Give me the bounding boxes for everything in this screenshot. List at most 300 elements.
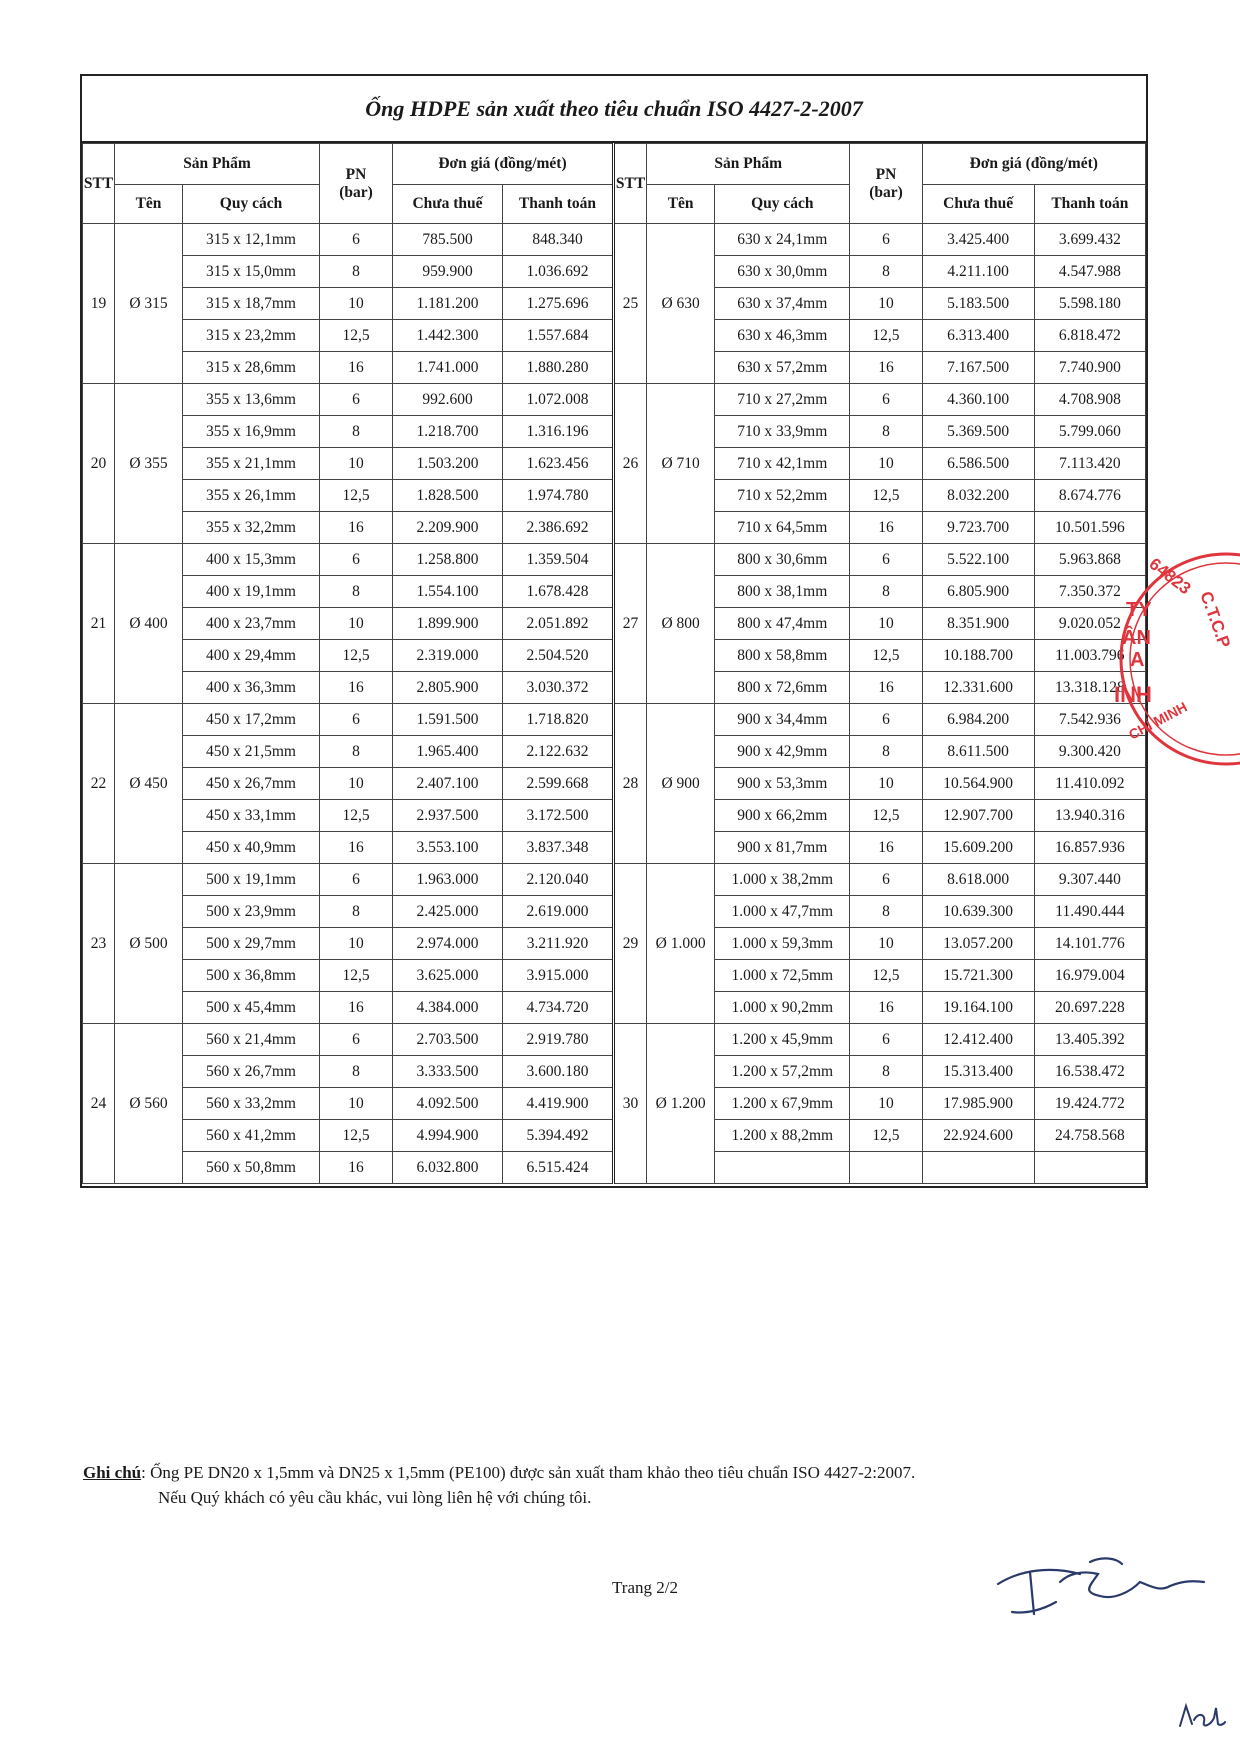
cell-thanh-toan: 10.501.596 — [1034, 512, 1145, 544]
header-don-gia: Đơn giá (đồng/mét) — [922, 144, 1145, 185]
cell-quy-cach: 900 x 81,7mm — [715, 832, 850, 864]
cell-pn: 12,5 — [850, 640, 922, 672]
table-row — [83, 864, 613, 896]
cell-chua-thue: 17.985.900 — [922, 1088, 1034, 1120]
cell-pn: 10 — [320, 448, 393, 480]
cell-thanh-toan: 5.799.060 — [1034, 416, 1145, 448]
header-thanh-toan: Thanh toán — [1034, 185, 1145, 224]
cell-chua-thue: 5.522.100 — [922, 544, 1034, 576]
cell-quy-cach: 560 x 26,7mm — [183, 1056, 320, 1088]
cell-chua-thue: 10.639.300 — [922, 896, 1034, 928]
note-colon: : — [141, 1463, 151, 1482]
svg-text:INH: INH — [1114, 682, 1152, 707]
cell-quy-cach: 1.200 x 45,9mm — [715, 1024, 850, 1056]
note-line-2: Nếu Quý khách có yêu cầu khác, vui lòng liên hệ với chúng tôi. — [158, 1488, 592, 1507]
cell-thanh-toan: 9.307.440 — [1034, 864, 1145, 896]
cell-chua-thue: 8.611.500 — [922, 736, 1034, 768]
table-row — [83, 1024, 613, 1056]
cell-quy-cach: 900 x 53,3mm — [715, 768, 850, 800]
header-stt: STT — [83, 144, 115, 224]
cell-quy-cach: 500 x 29,7mm — [183, 928, 320, 960]
cell-quy-cach: 355 x 26,1mm — [183, 480, 320, 512]
cell-ten: Ø 355 — [115, 384, 183, 544]
cell-pn: 10 — [320, 768, 393, 800]
cell-chua-thue: 8.618.000 — [922, 864, 1034, 896]
header-pn — [850, 144, 922, 224]
cell-chua-thue: 4.092.500 — [393, 1088, 503, 1120]
cell-pn: 12,5 — [320, 640, 393, 672]
cell-pn: 12,5 — [850, 800, 922, 832]
cell-pn: 16 — [320, 1152, 393, 1184]
header-pn-unit: (bar) — [339, 183, 373, 201]
cell-quy-cach: 1.000 x 38,2mm — [715, 864, 850, 896]
cell-quy-cach: 500 x 45,4mm — [183, 992, 320, 1024]
svg-text:64823: 64823 — [1145, 554, 1195, 599]
cell-pn: 10 — [850, 768, 922, 800]
cell-thanh-toan: 7.113.420 — [1034, 448, 1145, 480]
cell-ten: Ø 400 — [115, 544, 183, 704]
cell-pn: 8 — [320, 1056, 393, 1088]
cell-quy-cach: 450 x 26,7mm — [183, 768, 320, 800]
cell-pn: 10 — [850, 448, 922, 480]
cell-quy-cach: 450 x 17,2mm — [183, 704, 320, 736]
cell-ten: Ø 1.000 — [647, 864, 715, 1024]
cell-thanh-toan: 6.515.424 — [503, 1152, 613, 1184]
cell-pn: 8 — [850, 576, 922, 608]
cell-quy-cach: 1.000 x 90,2mm — [715, 992, 850, 1024]
cell-thanh-toan: 1.036.692 — [503, 256, 613, 288]
cell-pn: 12,5 — [850, 320, 922, 352]
cell-chua-thue: 15.721.300 — [922, 960, 1034, 992]
note-block — [83, 1460, 915, 1510]
table-row — [83, 544, 613, 576]
cell-thanh-toan: 11.490.444 — [1034, 896, 1145, 928]
cell-stt: 28 — [614, 704, 647, 864]
cell-chua-thue: 1.554.100 — [393, 576, 503, 608]
cell-quy-cach: 630 x 46,3mm — [715, 320, 850, 352]
cell-thanh-toan: 16.538.472 — [1034, 1056, 1145, 1088]
cell-chua-thue: 1.965.400 — [393, 736, 503, 768]
cell-quy-cach: 355 x 32,2mm — [183, 512, 320, 544]
header-pn-unit: (bar) — [869, 183, 903, 201]
cell-ten: Ø 560 — [115, 1024, 183, 1184]
cell-quy-cach: 400 x 29,4mm — [183, 640, 320, 672]
cell-pn: 12,5 — [850, 960, 922, 992]
cell-pn: 8 — [850, 416, 922, 448]
cell-thanh-toan: 8.674.776 — [1034, 480, 1145, 512]
cell-chua-thue: 2.425.000 — [393, 896, 503, 928]
cell-thanh-toan: 2.504.520 — [503, 640, 613, 672]
cell-quy-cach: 355 x 13,6mm — [183, 384, 320, 416]
cell-quy-cach: 450 x 33,1mm — [183, 800, 320, 832]
header-pn — [320, 144, 393, 224]
svg-text:A: A — [1130, 649, 1145, 671]
cell-thanh-toan: 2.919.780 — [503, 1024, 613, 1056]
cell-chua-thue: 2.974.000 — [393, 928, 503, 960]
cell-pn: 8 — [850, 256, 922, 288]
cell-pn: 12,5 — [320, 960, 393, 992]
cell-pn: 6 — [850, 384, 922, 416]
cell-quy-cach: 450 x 21,5mm — [183, 736, 320, 768]
cell-stt: 25 — [614, 224, 647, 384]
cell-chua-thue: 9.723.700 — [922, 512, 1034, 544]
cell-pn: 8 — [850, 896, 922, 928]
cell-chua-thue: 2.805.900 — [393, 672, 503, 704]
cell-stt: 22 — [83, 704, 115, 864]
cell-pn: 16 — [320, 992, 393, 1024]
cell-stt: 24 — [83, 1024, 115, 1184]
cell-thanh-toan: 4.547.988 — [1034, 256, 1145, 288]
document-title: Ống HDPE sản xuất theo tiêu chuẩn ISO 4427-2-2007 — [82, 76, 1146, 143]
cell-pn: 8 — [320, 896, 393, 928]
cell-quy-cach: 500 x 36,8mm — [183, 960, 320, 992]
cell-quy-cach: 710 x 42,1mm — [715, 448, 850, 480]
cell-quy-cach: 400 x 23,7mm — [183, 608, 320, 640]
cell-pn: 16 — [320, 832, 393, 864]
header-thanh-toan: Thanh toán — [503, 185, 613, 224]
cell-quy-cach: 315 x 28,6mm — [183, 352, 320, 384]
cell-thanh-toan: 5.394.492 — [503, 1120, 613, 1152]
cell-quy-cach: 315 x 18,7mm — [183, 288, 320, 320]
company-stamp — [1108, 544, 1235, 774]
cell-quy-cach: 900 x 66,2mm — [715, 800, 850, 832]
cell-thanh-toan: 3.172.500 — [503, 800, 613, 832]
table-row — [614, 864, 1146, 896]
svg-text:C.T.C.P: C.T.C.P — [1196, 588, 1235, 651]
cell-pn: 6 — [850, 544, 922, 576]
cell-thanh-toan: 1.359.504 — [503, 544, 613, 576]
cell-quy-cach: 315 x 12,1mm — [183, 224, 320, 256]
cell-thanh-toan: 1.275.696 — [503, 288, 613, 320]
cell-chua-thue: 5.183.500 — [922, 288, 1034, 320]
cell-thanh-toan: 1.678.428 — [503, 576, 613, 608]
cell-thanh-toan: 14.101.776 — [1034, 928, 1145, 960]
cell-pn: 12,5 — [320, 320, 393, 352]
cell-pn: 10 — [320, 288, 393, 320]
cell-ten: Ø 315 — [115, 224, 183, 384]
cell-thanh-toan: 1.072.008 — [503, 384, 613, 416]
cell-thanh-toan: 9.300.420 — [1034, 736, 1145, 768]
cell-chua-thue: 2.319.000 — [393, 640, 503, 672]
cell-chua-thue: 959.900 — [393, 256, 503, 288]
initials-mark — [1176, 1700, 1226, 1730]
table-body-left — [83, 224, 613, 1184]
cell-quy-cach: 710 x 33,9mm — [715, 416, 850, 448]
cell-pn: 10 — [320, 1088, 393, 1120]
cell-thanh-toan: 1.623.456 — [503, 448, 613, 480]
cell-pn: 6 — [320, 224, 393, 256]
cell-chua-thue: 1.181.200 — [393, 288, 503, 320]
table-row — [614, 224, 1146, 256]
header-don-gia: Đơn giá (đồng/mét) — [393, 144, 613, 185]
cell-pn: 16 — [850, 672, 922, 704]
cell-quy-cach: 800 x 58,8mm — [715, 640, 850, 672]
cell-thanh-toan: 3.915.000 — [503, 960, 613, 992]
cell-quy-cach: 710 x 64,5mm — [715, 512, 850, 544]
table-row — [614, 1024, 1146, 1056]
cell-thanh-toan: 1.557.684 — [503, 320, 613, 352]
header-quy-cach: Quy cách — [715, 185, 850, 224]
cell-pn: 12,5 — [320, 1120, 393, 1152]
cell-chua-thue: 6.984.200 — [922, 704, 1034, 736]
cell-thanh-toan: 3.030.372 — [503, 672, 613, 704]
signature — [990, 1552, 1210, 1624]
cell-thanh-toan: 1.880.280 — [503, 352, 613, 384]
cell-pn — [850, 1152, 922, 1184]
header-chua-thue: Chưa thuế — [922, 185, 1034, 224]
cell-chua-thue: 8.032.200 — [922, 480, 1034, 512]
cell-chua-thue: 2.703.500 — [393, 1024, 503, 1056]
cell-chua-thue: 785.500 — [393, 224, 503, 256]
cell-thanh-toan: 1.974.780 — [503, 480, 613, 512]
cell-chua-thue: 992.600 — [393, 384, 503, 416]
cell-thanh-toan: 9.020.052 — [1034, 608, 1145, 640]
cell-pn: 6 — [850, 224, 922, 256]
cell-chua-thue: 3.425.400 — [922, 224, 1034, 256]
cell-thanh-toan — [1034, 1152, 1145, 1184]
cell-stt: 20 — [83, 384, 115, 544]
table-row — [83, 704, 613, 736]
cell-quy-cach: 630 x 30,0mm — [715, 256, 850, 288]
cell-chua-thue: 1.741.000 — [393, 352, 503, 384]
cell-thanh-toan: 7.350.372 — [1034, 576, 1145, 608]
cell-chua-thue: 2.937.500 — [393, 800, 503, 832]
cell-pn: 10 — [850, 288, 922, 320]
cell-thanh-toan: 4.419.900 — [503, 1088, 613, 1120]
cell-chua-thue: 3.625.000 — [393, 960, 503, 992]
cell-thanh-toan: 3.837.348 — [503, 832, 613, 864]
cell-thanh-toan: 19.424.772 — [1034, 1088, 1145, 1120]
cell-quy-cach: 560 x 21,4mm — [183, 1024, 320, 1056]
cell-chua-thue: 4.360.100 — [922, 384, 1034, 416]
cell-thanh-toan: 2.619.000 — [503, 896, 613, 928]
cell-pn: 8 — [320, 416, 393, 448]
price-table-right — [612, 143, 1146, 1184]
cell-chua-thue: 1.258.800 — [393, 544, 503, 576]
cell-quy-cach — [715, 1152, 850, 1184]
cell-chua-thue: 6.586.500 — [922, 448, 1034, 480]
cell-chua-thue: 15.313.400 — [922, 1056, 1034, 1088]
cell-quy-cach: 1.200 x 57,2mm — [715, 1056, 850, 1088]
table-halves — [82, 143, 1146, 1186]
cell-thanh-toan: 3.699.432 — [1034, 224, 1145, 256]
cell-quy-cach: 800 x 47,4mm — [715, 608, 850, 640]
cell-quy-cach: 500 x 23,9mm — [183, 896, 320, 928]
cell-pn: 16 — [320, 672, 393, 704]
cell-chua-thue: 1.503.200 — [393, 448, 503, 480]
cell-quy-cach: 315 x 15,0mm — [183, 256, 320, 288]
cell-ten: Ø 630 — [647, 224, 715, 384]
cell-thanh-toan: 20.697.228 — [1034, 992, 1145, 1024]
cell-chua-thue: 7.167.500 — [922, 352, 1034, 384]
cell-quy-cach: 900 x 34,4mm — [715, 704, 850, 736]
cell-pn: 16 — [850, 832, 922, 864]
cell-pn: 12,5 — [320, 480, 393, 512]
cell-quy-cach: 630 x 57,2mm — [715, 352, 850, 384]
cell-thanh-toan: 4.708.908 — [1034, 384, 1145, 416]
cell-chua-thue: 12.907.700 — [922, 800, 1034, 832]
cell-chua-thue — [922, 1152, 1034, 1184]
cell-thanh-toan: 16.979.004 — [1034, 960, 1145, 992]
cell-pn: 16 — [320, 352, 393, 384]
cell-pn: 10 — [320, 608, 393, 640]
cell-thanh-toan: 5.598.180 — [1034, 288, 1145, 320]
cell-chua-thue: 2.407.100 — [393, 768, 503, 800]
header-san-pham: Sản Phẩm — [115, 144, 320, 185]
cell-stt: 26 — [614, 384, 647, 544]
cell-quy-cach: 1.000 x 59,3mm — [715, 928, 850, 960]
cell-quy-cach: 560 x 33,2mm — [183, 1088, 320, 1120]
cell-pn: 6 — [850, 864, 922, 896]
cell-stt: 30 — [614, 1024, 647, 1184]
cell-chua-thue: 4.384.000 — [393, 992, 503, 1024]
cell-chua-thue: 22.924.600 — [922, 1120, 1034, 1152]
cell-thanh-toan: 2.122.632 — [503, 736, 613, 768]
cell-thanh-toan: 2.051.892 — [503, 608, 613, 640]
cell-pn: 10 — [850, 928, 922, 960]
cell-quy-cach: 1.000 x 47,7mm — [715, 896, 850, 928]
cell-thanh-toan: 1.718.820 — [503, 704, 613, 736]
cell-stt: 21 — [83, 544, 115, 704]
price-table-frame — [80, 74, 1148, 1188]
cell-pn: 6 — [320, 704, 393, 736]
cell-pn: 16 — [850, 512, 922, 544]
price-table-left — [82, 143, 613, 1184]
cell-quy-cach: 800 x 72,6mm — [715, 672, 850, 704]
cell-pn: 12,5 — [320, 800, 393, 832]
note-line-1: Ống PE DN20 x 1,5mm và DN25 x 1,5mm (PE100) được sản xuất tham khảo theo tiêu chuẩn ISO 4427-2:2007. — [150, 1463, 916, 1482]
page-number: Trang 2/2 — [612, 1578, 678, 1597]
header-pn-label: PN — [345, 165, 367, 183]
cell-thanh-toan: 7.740.900 — [1034, 352, 1145, 384]
cell-pn: 6 — [320, 384, 393, 416]
cell-thanh-toan: 2.599.668 — [503, 768, 613, 800]
cell-chua-thue: 6.805.900 — [922, 576, 1034, 608]
cell-thanh-toan: 3.600.180 — [503, 1056, 613, 1088]
cell-thanh-toan: 7.542.936 — [1034, 704, 1145, 736]
cell-pn: 12,5 — [850, 480, 922, 512]
cell-chua-thue: 13.057.200 — [922, 928, 1034, 960]
cell-chua-thue: 8.351.900 — [922, 608, 1034, 640]
cell-quy-cach: 400 x 36,3mm — [183, 672, 320, 704]
cell-thanh-toan: 13.940.316 — [1034, 800, 1145, 832]
cell-pn: 8 — [320, 736, 393, 768]
cell-pn: 6 — [320, 1024, 393, 1056]
svg-text:TY: TY — [1126, 599, 1152, 621]
table-body-right — [614, 224, 1146, 1184]
cell-quy-cach: 1.200 x 88,2mm — [715, 1120, 850, 1152]
cell-quy-cach: 355 x 21,1mm — [183, 448, 320, 480]
cell-pn: 6 — [850, 704, 922, 736]
cell-quy-cach: 560 x 41,2mm — [183, 1120, 320, 1152]
cell-thanh-toan: 5.963.868 — [1034, 544, 1145, 576]
cell-thanh-toan: 11.410.092 — [1034, 768, 1145, 800]
cell-ten: Ø 450 — [115, 704, 183, 864]
header-san-pham: Sản Phẩm — [647, 144, 850, 185]
cell-quy-cach: 800 x 30,6mm — [715, 544, 850, 576]
cell-pn: 6 — [320, 864, 393, 896]
cell-quy-cach: 560 x 50,8mm — [183, 1152, 320, 1184]
cell-thanh-toan: 13.405.392 — [1034, 1024, 1145, 1056]
cell-stt: 19 — [83, 224, 115, 384]
cell-quy-cach: 400 x 19,1mm — [183, 576, 320, 608]
cell-quy-cach: 500 x 19,1mm — [183, 864, 320, 896]
cell-pn: 16 — [850, 992, 922, 1024]
cell-ten: Ø 1.200 — [647, 1024, 715, 1184]
cell-pn: 8 — [320, 576, 393, 608]
cell-pn: 6 — [850, 1024, 922, 1056]
cell-ten: Ø 800 — [647, 544, 715, 704]
header-ten: Tên — [647, 185, 715, 224]
table-row — [83, 224, 613, 256]
table-row — [83, 384, 613, 416]
cell-quy-cach: 800 x 38,1mm — [715, 576, 850, 608]
cell-chua-thue: 10.188.700 — [922, 640, 1034, 672]
cell-pn: 16 — [320, 512, 393, 544]
cell-thanh-toan: 3.211.920 — [503, 928, 613, 960]
cell-chua-thue: 1.963.000 — [393, 864, 503, 896]
cell-pn: 6 — [320, 544, 393, 576]
cell-pn: 8 — [850, 1056, 922, 1088]
table-row — [614, 704, 1146, 736]
cell-chua-thue: 12.412.400 — [922, 1024, 1034, 1056]
cell-thanh-toan: 848.340 — [503, 224, 613, 256]
cell-thanh-toan: 2.386.692 — [503, 512, 613, 544]
cell-pn: 8 — [850, 736, 922, 768]
cell-chua-thue: 10.564.900 — [922, 768, 1034, 800]
cell-chua-thue: 5.369.500 — [922, 416, 1034, 448]
cell-thanh-toan: 2.120.040 — [503, 864, 613, 896]
cell-quy-cach: 710 x 27,2mm — [715, 384, 850, 416]
cell-quy-cach: 710 x 52,2mm — [715, 480, 850, 512]
cell-thanh-toan: 13.318.128 — [1034, 672, 1145, 704]
cell-thanh-toan: 4.734.720 — [503, 992, 613, 1024]
cell-thanh-toan: 16.857.936 — [1034, 832, 1145, 864]
cell-pn: 10 — [850, 608, 922, 640]
cell-stt: 29 — [614, 864, 647, 1024]
cell-chua-thue: 4.211.100 — [922, 256, 1034, 288]
header-stt: STT — [614, 144, 647, 224]
cell-chua-thue: 4.994.900 — [393, 1120, 503, 1152]
cell-chua-thue: 15.609.200 — [922, 832, 1034, 864]
note-label: Ghi chú — [83, 1463, 142, 1482]
cell-quy-cach: 400 x 15,3mm — [183, 544, 320, 576]
cell-ten: Ø 900 — [647, 704, 715, 864]
table-row — [614, 384, 1146, 416]
cell-ten: Ø 500 — [115, 864, 183, 1024]
cell-quy-cach: 355 x 16,9mm — [183, 416, 320, 448]
cell-quy-cach: 1.000 x 72,5mm — [715, 960, 850, 992]
cell-pn: 10 — [320, 928, 393, 960]
header-pn-label: PN — [875, 165, 897, 183]
cell-stt: 23 — [83, 864, 115, 1024]
cell-chua-thue: 12.331.600 — [922, 672, 1034, 704]
cell-chua-thue: 6.032.800 — [393, 1152, 503, 1184]
table-row — [614, 544, 1146, 576]
cell-thanh-toan: 1.316.196 — [503, 416, 613, 448]
cell-chua-thue: 1.591.500 — [393, 704, 503, 736]
cell-chua-thue: 2.209.900 — [393, 512, 503, 544]
cell-quy-cach: 900 x 42,9mm — [715, 736, 850, 768]
header-chua-thue: Chưa thuế — [393, 185, 503, 224]
cell-quy-cach: 630 x 24,1mm — [715, 224, 850, 256]
cell-ten: Ø 710 — [647, 384, 715, 544]
svg-text:CHÍ MINH: CHÍ MINH — [1125, 698, 1190, 743]
cell-stt: 27 — [614, 544, 647, 704]
cell-pn: 12,5 — [850, 1120, 922, 1152]
cell-chua-thue: 19.164.100 — [922, 992, 1034, 1024]
cell-quy-cach: 450 x 40,9mm — [183, 832, 320, 864]
